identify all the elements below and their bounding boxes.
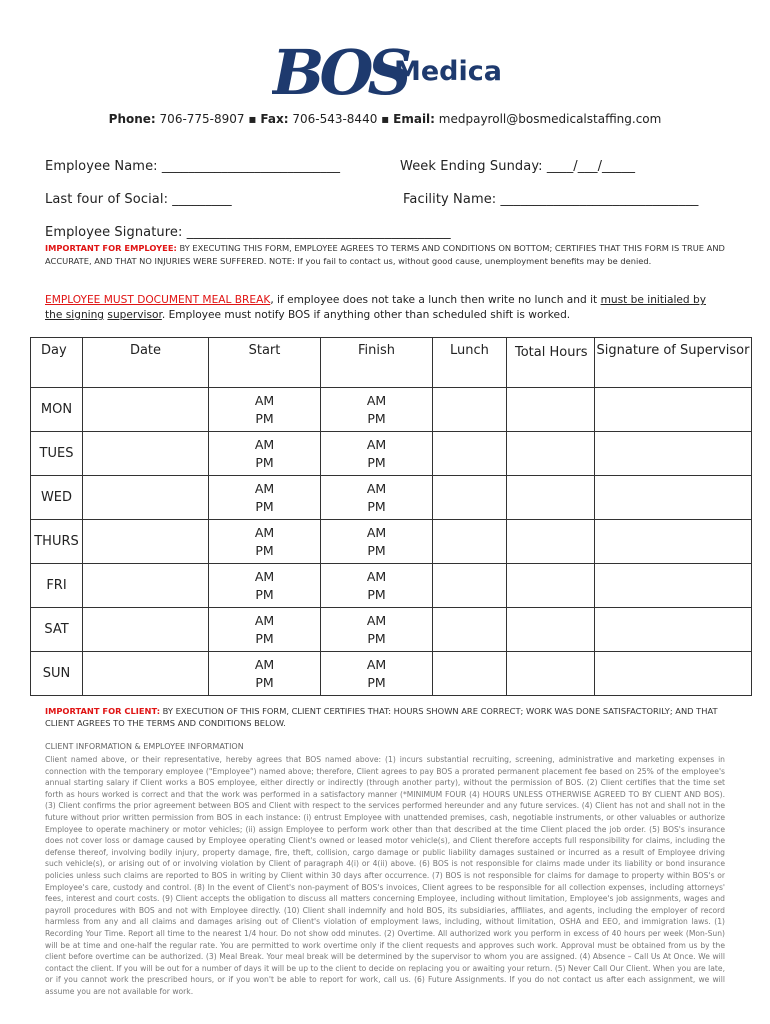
employee-notice-body: BY EXECUTING THIS FORM, EMPLOYEE AGREES TO TERMS AND CONDITIONS ON BOTTOM; CERTIFIES THAT THIS FORM IS TRUE AND ACCURATE, AND THAT NO INJURIES WERE SUFFERED. NOTE: If you fail to contact us, without good cause, unemployment benefits may be denied. xyxy=(45,243,725,266)
table-row xyxy=(31,652,752,696)
phone-label: Phone: xyxy=(108,112,156,126)
date-cell[interactable] xyxy=(83,388,209,432)
date-cell[interactable] xyxy=(83,432,209,476)
am-label: AM xyxy=(254,656,275,672)
day-cell: SUN xyxy=(31,652,83,696)
finish-cell[interactable] xyxy=(321,564,433,608)
client-notice xyxy=(45,705,725,729)
pm-label: PM xyxy=(255,498,274,514)
supervisor-signature-cell[interactable] xyxy=(595,388,752,432)
last-four-social-field[interactable]: Last four of Social: _________ xyxy=(45,192,232,207)
terms-heading: CLIENT INFORMATION & EMPLOYEE INFORMATION xyxy=(45,742,244,751)
am-label: AM xyxy=(254,436,275,452)
pm-label: PM xyxy=(255,630,274,646)
pm-label: PM xyxy=(367,410,386,426)
facility-name-field[interactable]: Facility Name: ______________________________ xyxy=(403,192,699,207)
total-hours-cell[interactable] xyxy=(507,608,595,652)
header-signature: Signature of Supervisor xyxy=(595,338,752,388)
total-hours-cell[interactable] xyxy=(507,388,595,432)
start-cell[interactable] xyxy=(209,388,321,432)
supervisor-signature-cell[interactable] xyxy=(595,520,752,564)
start-cell[interactable] xyxy=(209,608,321,652)
fax-number: 706-543-8440 xyxy=(292,112,378,126)
week-ending-field[interactable]: Week Ending Sunday: ____/___/_____ xyxy=(400,159,636,174)
phone-number: 706-775-8907 xyxy=(159,112,245,126)
client-notice-heading: IMPORTANT FOR CLIENT: xyxy=(45,706,161,716)
finish-cell[interactable] xyxy=(321,388,433,432)
am-label: AM xyxy=(366,568,387,584)
header-day: Day xyxy=(31,338,83,388)
day-cell: TUES xyxy=(31,432,83,476)
contact-line xyxy=(0,112,770,126)
pm-label: PM xyxy=(367,586,386,602)
day-cell: THURS xyxy=(31,520,83,564)
day-cell: FRI xyxy=(31,564,83,608)
date-cell[interactable] xyxy=(83,608,209,652)
bos-medical-logo xyxy=(272,38,502,100)
am-label: AM xyxy=(254,568,275,584)
meal-break-heading: EMPLOYEE MUST DOCUMENT MEAL BREAK xyxy=(45,294,271,306)
lunch-cell[interactable] xyxy=(433,388,507,432)
pm-label: PM xyxy=(255,542,274,558)
table-row xyxy=(31,432,752,476)
lunch-cell[interactable] xyxy=(433,564,507,608)
logo-suffix-text: Medical xyxy=(394,56,502,87)
total-hours-cell[interactable] xyxy=(507,476,595,520)
supervisor-signature-cell[interactable] xyxy=(595,432,752,476)
start-cell[interactable] xyxy=(209,432,321,476)
employee-notice xyxy=(45,242,725,268)
table-row xyxy=(31,564,752,608)
supervisor-signature-cell[interactable] xyxy=(595,652,752,696)
employee-notice-heading: IMPORTANT FOR EMPLOYEE: xyxy=(45,243,177,253)
meal-break-tail: . Employee must notify BOS if anything other than scheduled shift is worked. xyxy=(161,309,571,321)
pm-label: PM xyxy=(255,586,274,602)
lunch-cell[interactable] xyxy=(433,652,507,696)
separator: ▪ xyxy=(248,112,257,126)
lunch-cell[interactable] xyxy=(433,520,507,564)
meal-break-initial-text: must be initialed by the signing xyxy=(45,294,706,321)
meal-break-text: , if employee does not take a lunch then write no lunch and it xyxy=(270,294,601,306)
am-label: AM xyxy=(254,480,275,496)
start-cell[interactable] xyxy=(209,520,321,564)
finish-cell[interactable] xyxy=(321,432,433,476)
finish-cell[interactable] xyxy=(321,608,433,652)
am-label: AM xyxy=(366,656,387,672)
fax-label: Fax: xyxy=(260,112,289,126)
header-finish: Finish xyxy=(321,338,433,388)
supervisor-signature-cell[interactable] xyxy=(595,608,752,652)
pm-label: PM xyxy=(255,674,274,690)
finish-cell[interactable] xyxy=(321,476,433,520)
am-label: AM xyxy=(254,612,275,628)
total-hours-cell[interactable] xyxy=(507,652,595,696)
start-cell[interactable] xyxy=(209,652,321,696)
table-row xyxy=(31,520,752,564)
pm-label: PM xyxy=(367,454,386,470)
supervisor-signature-cell[interactable] xyxy=(595,564,752,608)
client-notice-body: BY EXECUTION OF THIS FORM, CLIENT CERTIFIES THAT: HOURS SHOWN ARE CORRECT; WORK WAS DONE SATISFACTORILY; AND THAT CLIENT AGREES TO THE TERMS AND CONDITIONS BELOW. xyxy=(45,706,718,728)
start-cell[interactable] xyxy=(209,564,321,608)
day-cell: MON xyxy=(31,388,83,432)
table-header-row xyxy=(31,338,752,388)
pm-label: PM xyxy=(367,674,386,690)
am-label: AM xyxy=(366,480,387,496)
terms-body: Client named above, or their representative, hereby agrees that BOS named above: (1) incurs substantial recruiting, screening, administrative and marketing expenses in connection with the temporary employee ("Employee") named above; therefore, Client agrees to pay BOS a prorated permanent placement fee based on 25% of the employee's annual starting salary if Client works a BOS employee, either directly or indirectly (through another party), without the permission of BOS. (2) Client certifies that the time set forth as hours worked is correct and that the work was performed in a satisfactory manner (*MINIMUM FOUR (4) HOURS UNLESS OTHERWISE AGREED TO BY CLIENT AND BOS). (3) Client confirms the prior agreement between BOS and Client with respect to the services performed hereunder and any future services. (4) Client has not and shall not in the future without prior written permission from BOS in each instance: (i) entrust Employee with unattended premises, cash, negotiable instruments, or other valuables or authorize Employee to operate machinery or motor vehicles; (ii) assign Employee to perform work other than that described at the time Client placed the job order. (5) BOS's insurance does not cover loss or damage caused by Employee operating Client's owned or leased motor vehicle(s), and Client therefore accepts full responsibility for claims, including the defense thereof, involving bodily injury, property damage, fire, theft, collision, cargo damage or public liability damages sustained or incurred as a result of Employee driving such vehicle(s), or arising out of or involving violation by Client of paragraph 4(i) or 4(ii) above. (6) BOS is not responsible for claims made under its liability or bond insurance policies unless such claims are reported to BOS in writing by Client within 30 days after occurrence. (7) BOS is not responsible for claims for damage to property within BOS's or Employee's care, custody and control. (8) In the event of Client's non-payment of BOS's invoices, Client agrees to be responsible for all collection expenses, including attorneys' fees, interest and court costs. (9) Client accepts the obligation to discuss all matters concerning Employee, including without limitation, Employee's job assignments, wages and payroll procedures with BOS and not with Employee directly. (10) Client shall indemnify and hold BOS, its subsidiaries, affiliates, and agents, including the employer of record harmless from any and all claims and damages arising out of Client's violation of employment laws, including, without limitation, OSHA and EEO, and immigration laws. (1) Recording Your Time. Report all time to the nearest 1/4 hour. Do not show odd minutes. (2) Overtime. All authorized work you perform in excess of 40 hours per week (Mon-Sun) will be at time and one-half the regular rate. You are permitted to work overtime only if the client requests and approves such work. Approval must be obtained from us by the client before overtime can be authorized. (3) Meal Break. Your meal break will be determined by the supervisor to whom you are assigned. (4) Absence – Call Us At Once. We will contact the client. If you will be out for a number of days it will be up to the client to decide on replacing you or awaiting your return. (5) Never Call Our Client. When you are late, or if you cannot work the prescribed hours, or if you won't be able to report for work, call us. (6) Future Assignments. If you do not contact us after each assignment, we will assume you are not available for work. xyxy=(45,755,725,996)
am-label: AM xyxy=(254,524,275,540)
logo-brand-text: BOS xyxy=(272,38,407,100)
date-cell[interactable] xyxy=(83,564,209,608)
timesheet-table xyxy=(30,337,752,696)
pm-label: PM xyxy=(255,410,274,426)
date-cell[interactable] xyxy=(83,476,209,520)
lunch-cell[interactable] xyxy=(433,476,507,520)
am-label: AM xyxy=(366,524,387,540)
lunch-cell[interactable] xyxy=(433,608,507,652)
logo-graphic xyxy=(272,38,502,100)
start-cell[interactable] xyxy=(209,476,321,520)
am-label: AM xyxy=(366,436,387,452)
pm-label: PM xyxy=(367,630,386,646)
header-lunch: Lunch xyxy=(433,338,507,388)
day-cell: SAT xyxy=(31,608,83,652)
meal-break-supervisor-text: supervisor xyxy=(107,309,162,321)
table-row xyxy=(31,476,752,520)
pm-label: PM xyxy=(367,498,386,514)
separator: ▪ xyxy=(381,112,390,126)
employee-signature-field[interactable]: Employee Signature: ________________________________________ xyxy=(45,225,451,240)
header-date: Date xyxy=(83,338,209,388)
supervisor-signature-cell[interactable] xyxy=(595,476,752,520)
am-label: AM xyxy=(366,612,387,628)
table-row xyxy=(31,608,752,652)
total-hours-cell[interactable] xyxy=(507,520,595,564)
date-cell[interactable] xyxy=(83,520,209,564)
lunch-cell[interactable] xyxy=(433,432,507,476)
table-row xyxy=(31,388,752,432)
total-hours-cell[interactable] xyxy=(507,432,595,476)
total-hours-cell[interactable] xyxy=(507,564,595,608)
pm-label: PM xyxy=(367,542,386,558)
pm-label: PM xyxy=(255,454,274,470)
employee-name-field[interactable]: Employee Name: ___________________________ xyxy=(45,159,341,174)
day-cell: WED xyxy=(31,476,83,520)
finish-cell[interactable] xyxy=(321,520,433,564)
date-cell[interactable] xyxy=(83,652,209,696)
email-label: Email: xyxy=(393,112,435,126)
am-label: AM xyxy=(254,392,275,408)
header-start: Start xyxy=(209,338,321,388)
am-label: AM xyxy=(366,392,387,408)
header-total-hours: Total Hours xyxy=(507,338,595,388)
meal-break-notice xyxy=(45,293,725,323)
email-address: medpayroll@bosmedicalstaffing.com xyxy=(438,112,662,126)
finish-cell[interactable] xyxy=(321,652,433,696)
